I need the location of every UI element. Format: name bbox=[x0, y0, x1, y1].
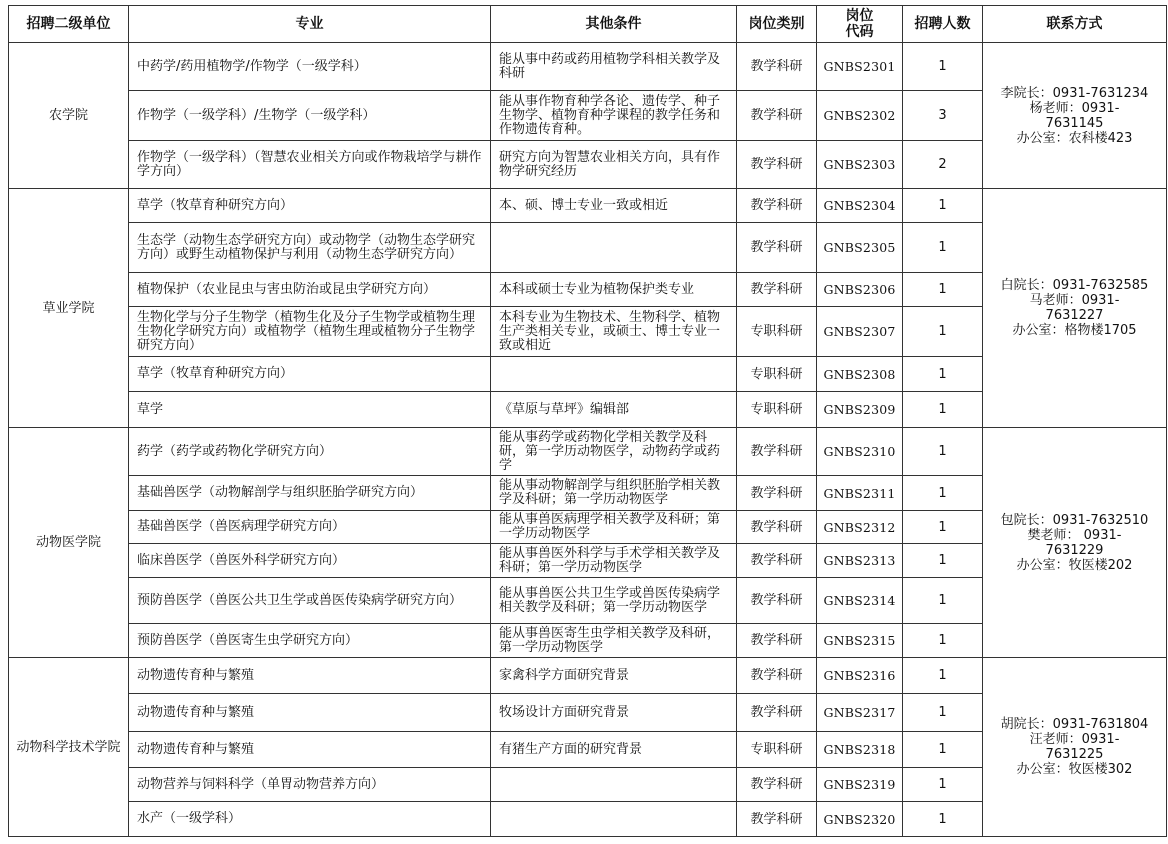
contact-line: 办公室：牧医楼202 bbox=[1016, 557, 1133, 573]
count-cell: 1 bbox=[903, 273, 983, 307]
type-cell: 教学科研 bbox=[737, 694, 817, 732]
count-cell: 1 bbox=[903, 189, 983, 223]
condition-cell: 《草原与草坪》编辑部 bbox=[491, 392, 737, 428]
count-cell: 1 bbox=[903, 392, 983, 428]
condition-cell: 能从事兽医外科学与手术学相关教学及科研；第一学历动物医学 bbox=[491, 544, 737, 578]
count-cell: 1 bbox=[903, 658, 983, 694]
type-cell: 教学科研 bbox=[737, 624, 817, 658]
code-cell: GNBS2305 bbox=[817, 223, 903, 273]
condition-cell: 研究方向为智慧农业相关方向，具有作物学研究经历 bbox=[491, 141, 737, 189]
contact-cell bbox=[983, 189, 1167, 428]
condition-cell: 能从事作物育种学各论、遗传学、种子生物学、植物育种学课程的教学任务和作物遗传育种。 bbox=[491, 91, 737, 141]
count-cell: 1 bbox=[903, 511, 983, 544]
major-cell: 临床兽医学（兽医外科学研究方向） bbox=[129, 544, 491, 578]
major-cell: 预防兽医学（兽医寄生虫学研究方向） bbox=[129, 624, 491, 658]
count-cell: 1 bbox=[903, 428, 983, 476]
condition-cell: 本科专业为生物技术、生物科学、植物生产类相关专业，或硕士、博士专业一致或相近 bbox=[491, 307, 737, 357]
contact-line: 李院长：0931-7631234 bbox=[1000, 85, 1149, 101]
count-cell: 1 bbox=[903, 476, 983, 511]
type-cell: 教学科研 bbox=[737, 544, 817, 578]
type-cell: 专职科研 bbox=[737, 392, 817, 428]
header-code-line2: 代码 bbox=[845, 24, 874, 40]
contact-line: 马老师：0931- bbox=[1029, 293, 1120, 308]
type-cell: 教学科研 bbox=[737, 658, 817, 694]
code-cell: GNBS2308 bbox=[817, 357, 903, 392]
table-row bbox=[9, 43, 1167, 91]
type-cell: 教学科研 bbox=[737, 476, 817, 511]
contact-line: 办公室：农科楼423 bbox=[1016, 130, 1133, 146]
condition-cell: 有猪生产方面的研究背景 bbox=[491, 732, 737, 768]
condition-cell: 能从事动物解剖学与组织胚胎学相关教学及科研；第一学历动物医学 bbox=[491, 476, 737, 511]
type-cell: 专职科研 bbox=[737, 357, 817, 392]
code-cell: GNBS2310 bbox=[817, 428, 903, 476]
header-count: 招聘人数 bbox=[903, 6, 983, 43]
table-body bbox=[9, 43, 1167, 837]
type-cell: 教学科研 bbox=[737, 428, 817, 476]
count-cell: 3 bbox=[903, 91, 983, 141]
major-cell: 预防兽医学（兽医公共卫生学或兽医传染病学研究方向） bbox=[129, 578, 491, 624]
table-row bbox=[9, 428, 1167, 476]
type-cell: 专职科研 bbox=[737, 732, 817, 768]
contact-line: 7631227 bbox=[1045, 308, 1104, 323]
code-cell: GNBS2303 bbox=[817, 141, 903, 189]
major-cell: 植物保护（农业昆虫与害虫防治或昆虫学研究方向） bbox=[129, 273, 491, 307]
contact-line: 7631229 bbox=[1045, 542, 1104, 558]
code-cell: GNBS2317 bbox=[817, 694, 903, 732]
contact-cell bbox=[983, 428, 1167, 658]
code-cell: GNBS2302 bbox=[817, 91, 903, 141]
count-cell: 2 bbox=[903, 141, 983, 189]
header-code-line1: 岗位 bbox=[845, 8, 874, 24]
condition-cell bbox=[491, 357, 737, 392]
count-cell: 1 bbox=[903, 307, 983, 357]
unit-cell: 动物科学技术学院 bbox=[9, 658, 129, 837]
header-row bbox=[9, 6, 1167, 43]
major-cell: 药学（药学或药物化学研究方向） bbox=[129, 428, 491, 476]
count-cell: 1 bbox=[903, 223, 983, 273]
count-cell: 1 bbox=[903, 624, 983, 658]
unit-cell: 草业学院 bbox=[9, 189, 129, 428]
type-cell: 教学科研 bbox=[737, 768, 817, 802]
major-cell: 草学（牧草育种研究方向） bbox=[129, 189, 491, 223]
condition-cell: 能从事药学或药物化学相关教学及科研，第一学历动物医学，动物药学或药学 bbox=[491, 428, 737, 476]
code-cell: GNBS2311 bbox=[817, 476, 903, 511]
contact-line: 办公室：牧医楼302 bbox=[1016, 762, 1133, 777]
major-cell: 动物营养与饲料科学（单胃动物营养方向） bbox=[129, 768, 491, 802]
major-cell: 草学 bbox=[129, 392, 491, 428]
count-cell: 1 bbox=[903, 694, 983, 732]
condition-cell: 本科或硕士专业为植物保护类专业 bbox=[491, 273, 737, 307]
contact-line: 7631225 bbox=[1045, 747, 1104, 762]
type-cell: 教学科研 bbox=[737, 578, 817, 624]
code-cell: GNBS2313 bbox=[817, 544, 903, 578]
type-cell: 教学科研 bbox=[737, 91, 817, 141]
type-cell: 教学科研 bbox=[737, 802, 817, 837]
condition-cell: 本、硕、博士专业一致或相近 bbox=[491, 189, 737, 223]
condition-cell bbox=[491, 768, 737, 802]
major-cell: 动物遗传育种与繁殖 bbox=[129, 694, 491, 732]
contact-line: 樊老师： 0931- bbox=[1027, 527, 1122, 543]
type-cell: 专职科研 bbox=[737, 307, 817, 357]
code-cell: GNBS2312 bbox=[817, 511, 903, 544]
header-condition: 其他条件 bbox=[491, 6, 737, 43]
contact-cell bbox=[983, 658, 1167, 837]
code-cell: GNBS2320 bbox=[817, 802, 903, 837]
count-cell: 1 bbox=[903, 768, 983, 802]
count-cell: 1 bbox=[903, 43, 983, 91]
condition-cell: 牧场设计方面研究背景 bbox=[491, 694, 737, 732]
count-cell: 1 bbox=[903, 357, 983, 392]
unit-cell: 动物医学院 bbox=[9, 428, 129, 658]
contact-line: 7631145 bbox=[1045, 115, 1104, 131]
header-major: 专业 bbox=[129, 6, 491, 43]
major-cell: 动物遗传育种与繁殖 bbox=[129, 732, 491, 768]
major-cell: 生态学（动物生态学研究方向）或动物学（动物生态学研究方向）或野生动植物保护与利用（动物生态学研究方向） bbox=[129, 223, 491, 273]
condition-cell bbox=[491, 802, 737, 837]
major-cell: 动物遗传育种与繁殖 bbox=[129, 658, 491, 694]
count-cell: 1 bbox=[903, 578, 983, 624]
count-cell: 1 bbox=[903, 544, 983, 578]
major-cell: 基础兽医学（兽医病理学研究方向） bbox=[129, 511, 491, 544]
contact-line: 白院长：0931-7632585 bbox=[1000, 278, 1149, 293]
count-cell: 1 bbox=[903, 802, 983, 837]
major-cell: 作物学（一级学科）/生物学（一级学科） bbox=[129, 91, 491, 141]
recruitment-table bbox=[8, 5, 1167, 837]
code-cell: GNBS2307 bbox=[817, 307, 903, 357]
type-cell: 教学科研 bbox=[737, 43, 817, 91]
code-cell: GNBS2304 bbox=[817, 189, 903, 223]
condition-cell: 能从事兽医病理学相关教学及科研；第一学历动物医学 bbox=[491, 511, 737, 544]
condition-cell bbox=[491, 223, 737, 273]
count-cell: 1 bbox=[903, 732, 983, 768]
type-cell: 教学科研 bbox=[737, 273, 817, 307]
code-cell: GNBS2301 bbox=[817, 43, 903, 91]
header-unit: 招聘二级单位 bbox=[9, 6, 129, 43]
condition-cell: 家禽科学方面研究背景 bbox=[491, 658, 737, 694]
major-cell: 水产（一级学科） bbox=[129, 802, 491, 837]
contact-line: 办公室：格物楼1705 bbox=[1012, 323, 1137, 338]
major-cell: 草学（牧草育种研究方向） bbox=[129, 357, 491, 392]
major-cell: 基础兽医学（动物解剖学与组织胚胎学研究方向） bbox=[129, 476, 491, 511]
recruitment-table-container bbox=[8, 5, 1167, 837]
type-cell: 教学科研 bbox=[737, 141, 817, 189]
type-cell: 教学科研 bbox=[737, 223, 817, 273]
code-cell: GNBS2309 bbox=[817, 392, 903, 428]
table-row bbox=[9, 658, 1167, 694]
code-cell: GNBS2315 bbox=[817, 624, 903, 658]
code-cell: GNBS2318 bbox=[817, 732, 903, 768]
contact-line: 胡院长：0931-7631804 bbox=[1000, 717, 1149, 732]
contact-cell bbox=[983, 43, 1167, 189]
major-cell: 生物化学与分子生物学（植物生化及分子生物学或植物生理生物化学研究方向）或植物学（植物生理或植物分子生物学研究方向） bbox=[129, 307, 491, 357]
code-cell: GNBS2316 bbox=[817, 658, 903, 694]
type-cell: 教学科研 bbox=[737, 189, 817, 223]
header-code bbox=[817, 6, 903, 43]
code-cell: GNBS2314 bbox=[817, 578, 903, 624]
contact-line: 汪老师：0931- bbox=[1029, 732, 1120, 747]
condition-cell: 能从事中药或药用植物学科相关教学及科研 bbox=[491, 43, 737, 91]
major-cell: 作物学（一级学科）（智慧农业相关方向或作物栽培学与耕作学方向） bbox=[129, 141, 491, 189]
condition-cell: 能从事兽医公共卫生学或兽医传染病学相关教学及科研；第一学历动物医学 bbox=[491, 578, 737, 624]
major-cell: 中药学/药用植物学/作物学（一级学科） bbox=[129, 43, 491, 91]
code-cell: GNBS2306 bbox=[817, 273, 903, 307]
header-contact: 联系方式 bbox=[983, 6, 1167, 43]
condition-cell: 能从事兽医寄生虫学相关教学及科研，第一学历动物医学 bbox=[491, 624, 737, 658]
contact-line: 杨老师：0931- bbox=[1029, 100, 1120, 116]
table-row bbox=[9, 189, 1167, 223]
code-cell: GNBS2319 bbox=[817, 768, 903, 802]
contact-line: 包院长：0931-7632510 bbox=[1000, 512, 1149, 528]
unit-cell: 农学院 bbox=[9, 43, 129, 189]
type-cell: 教学科研 bbox=[737, 511, 817, 544]
header-type: 岗位类别 bbox=[737, 6, 817, 43]
